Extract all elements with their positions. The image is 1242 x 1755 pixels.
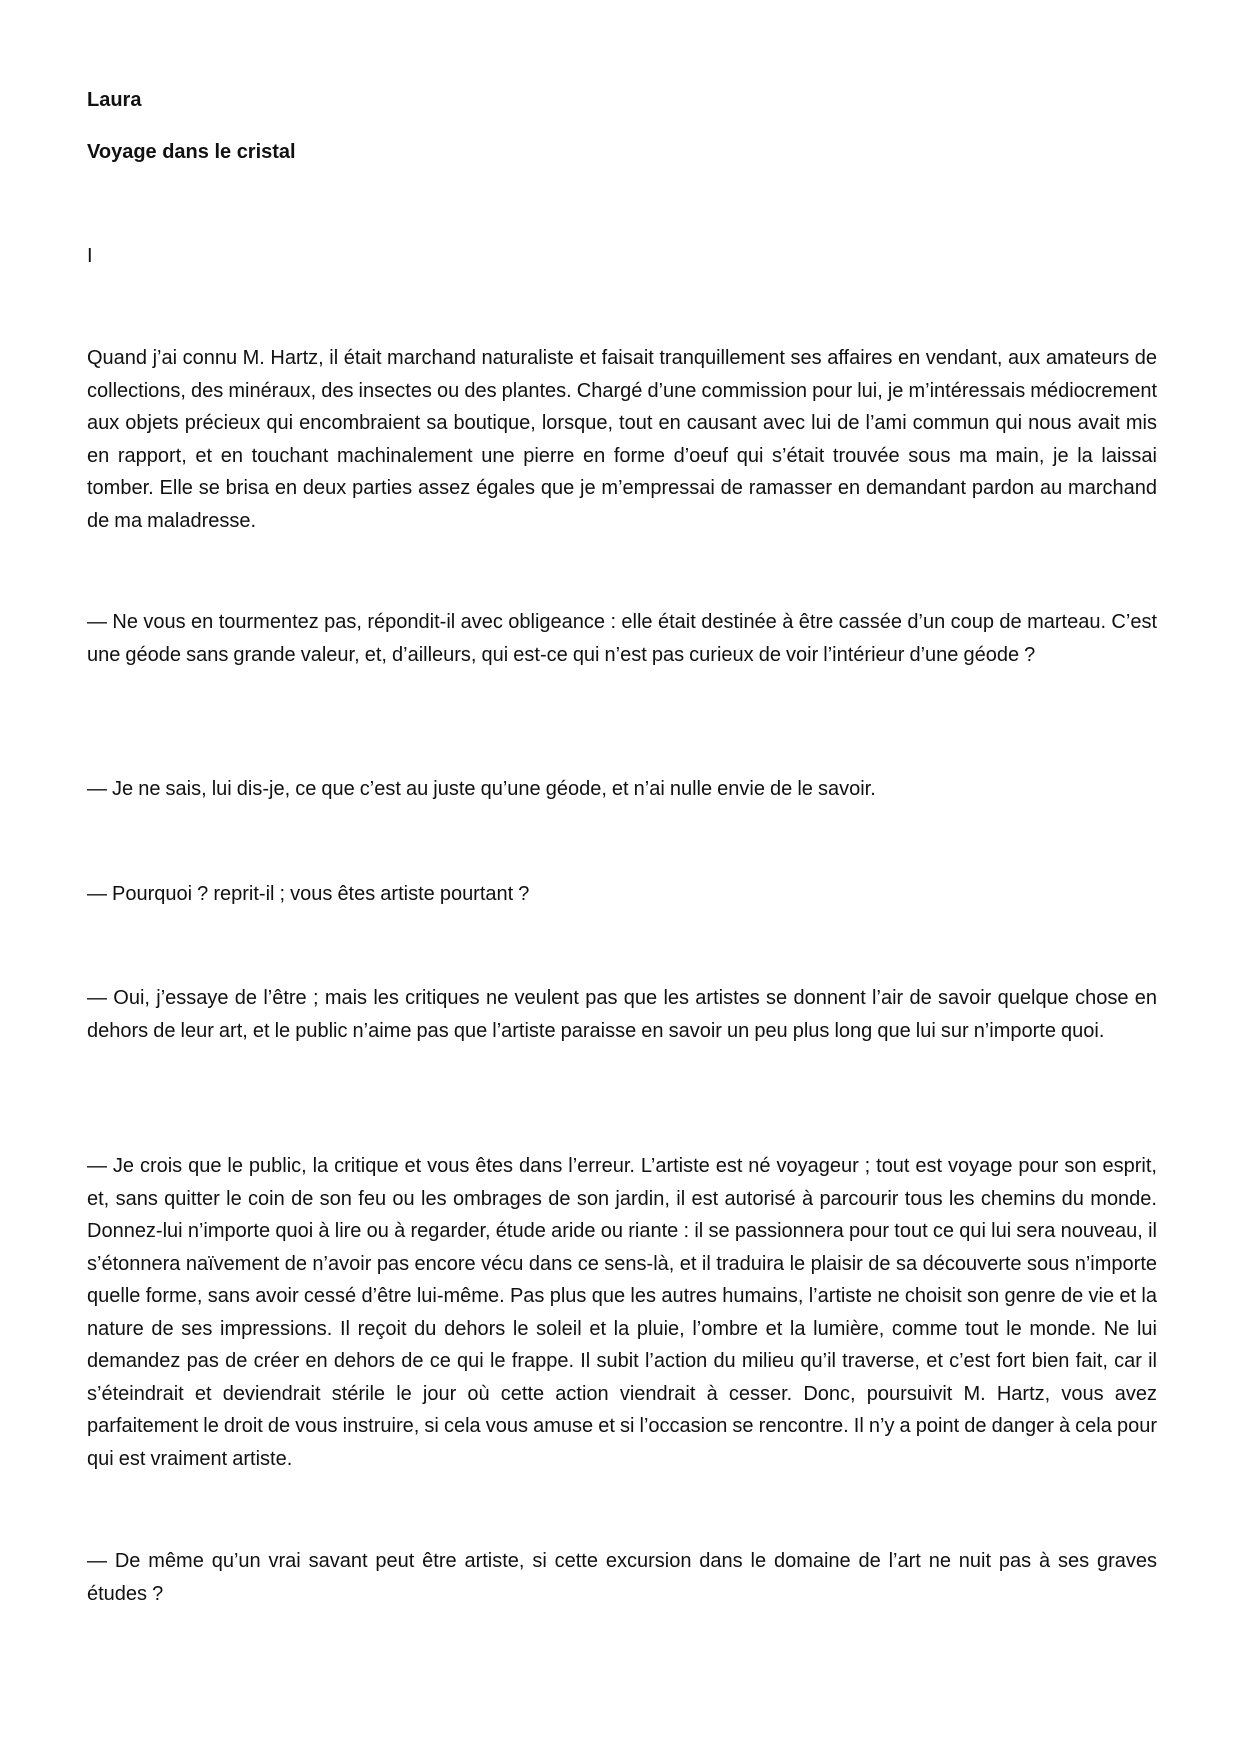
paragraph: — Je ne sais, lui dis-je, ce que c’est au juste qu’une géode, et n’ai nulle envie de le savoir. bbox=[87, 778, 876, 800]
paragraph: — Ne vous en tourmentez pas, répondit-il avec obligeance : elle était destinée à être cassée d’un coup de marteau. C’est une géode sans grande valeur, et, d’ailleurs, qui est-ce qui n’est pas curieux de voir l’intérieur d’une géode ? bbox=[87, 611, 1157, 666]
paragraph: — Oui, j’essaye de l’être ; mais les critiques ne veulent pas que les artistes se donnent l’air de savoir quelque chose en dehors de leur art, et le public n’aime pas que l’artiste paraisse en savoir un peu plus long que lui sur n’importe quoi. bbox=[87, 987, 1157, 1042]
document-subtitle: Voyage dans le cristal bbox=[87, 141, 296, 163]
document-title: Laura bbox=[87, 89, 142, 111]
document-page bbox=[87, 0, 1157, 1755]
paragraph: — Pourquoi ? reprit-il ; vous êtes artiste pourtant ? bbox=[87, 883, 530, 905]
paragraph: Quand j’ai connu M. Hartz, il était marchand naturaliste et faisait tranquillement ses affaires en vendant, aux amateurs de collections, des minéraux, des insectes ou des plantes. Chargé d’une commission pour lui, je m’intéressais médiocrement aux objets précieux qui encombraient sa boutique, lorsque, tout en causant avec lui de l’ami commun qui nous avait mis en rapport, et en touchant machinalement une pierre en forme d’oeuf qui s’était trouvée sous ma main, je la laissai tomber. Elle se brisa en deux parties assez égales que je m’empressai de ramasser en demandant pardon au marchand de ma maladresse. bbox=[87, 347, 1157, 532]
paragraph: — De même qu’un vrai savant peut être artiste, si cette excursion dans le domaine de l’art ne nuit pas à ses graves études ? bbox=[87, 1550, 1157, 1605]
chapter-number: I bbox=[87, 245, 93, 267]
paragraph: — Je crois que le public, la critique et vous êtes dans l’erreur. L’artiste est né voyageur ; tout est voyage pour son esprit, et, sans quitter le coin de son feu ou les ombrages de son jardin, il est autorisé à parcourir tous les chemins du monde. Donnez-lui n’importe quoi à lire ou à regarder, étude aride ou riante : il se passionnera pour tout ce qui lui sera nouveau, il s’étonnera naïvement de n’avoir pas encore vécu dans ce sens-là, et il traduira le plaisir de sa découverte sous n’importe quelle forme, sans avoir cessé d’être lui-même. Pas plus que les autres humains, l’artiste ne choisit son genre de vie et la nature de ses impressions. Il reçoit du dehors le soleil et la pluie, l’ombre et la lumière, comme tout le monde. Ne lui demandez pas de créer en dehors de ce qui le frappe. Il subit l’action du milieu qu’il traverse, et c’est fort bien fait, car il s’éteindrait et deviendrait stérile le jour où cette action viendrait à cesser. Donc, poursuivit M. Hartz, vous avez parfaitement le droit de vous instruire, si cela vous amuse et si l’occasion se rencontre. Il n’y a point de danger à cela pour qui est vraiment artiste. bbox=[87, 1155, 1157, 1470]
